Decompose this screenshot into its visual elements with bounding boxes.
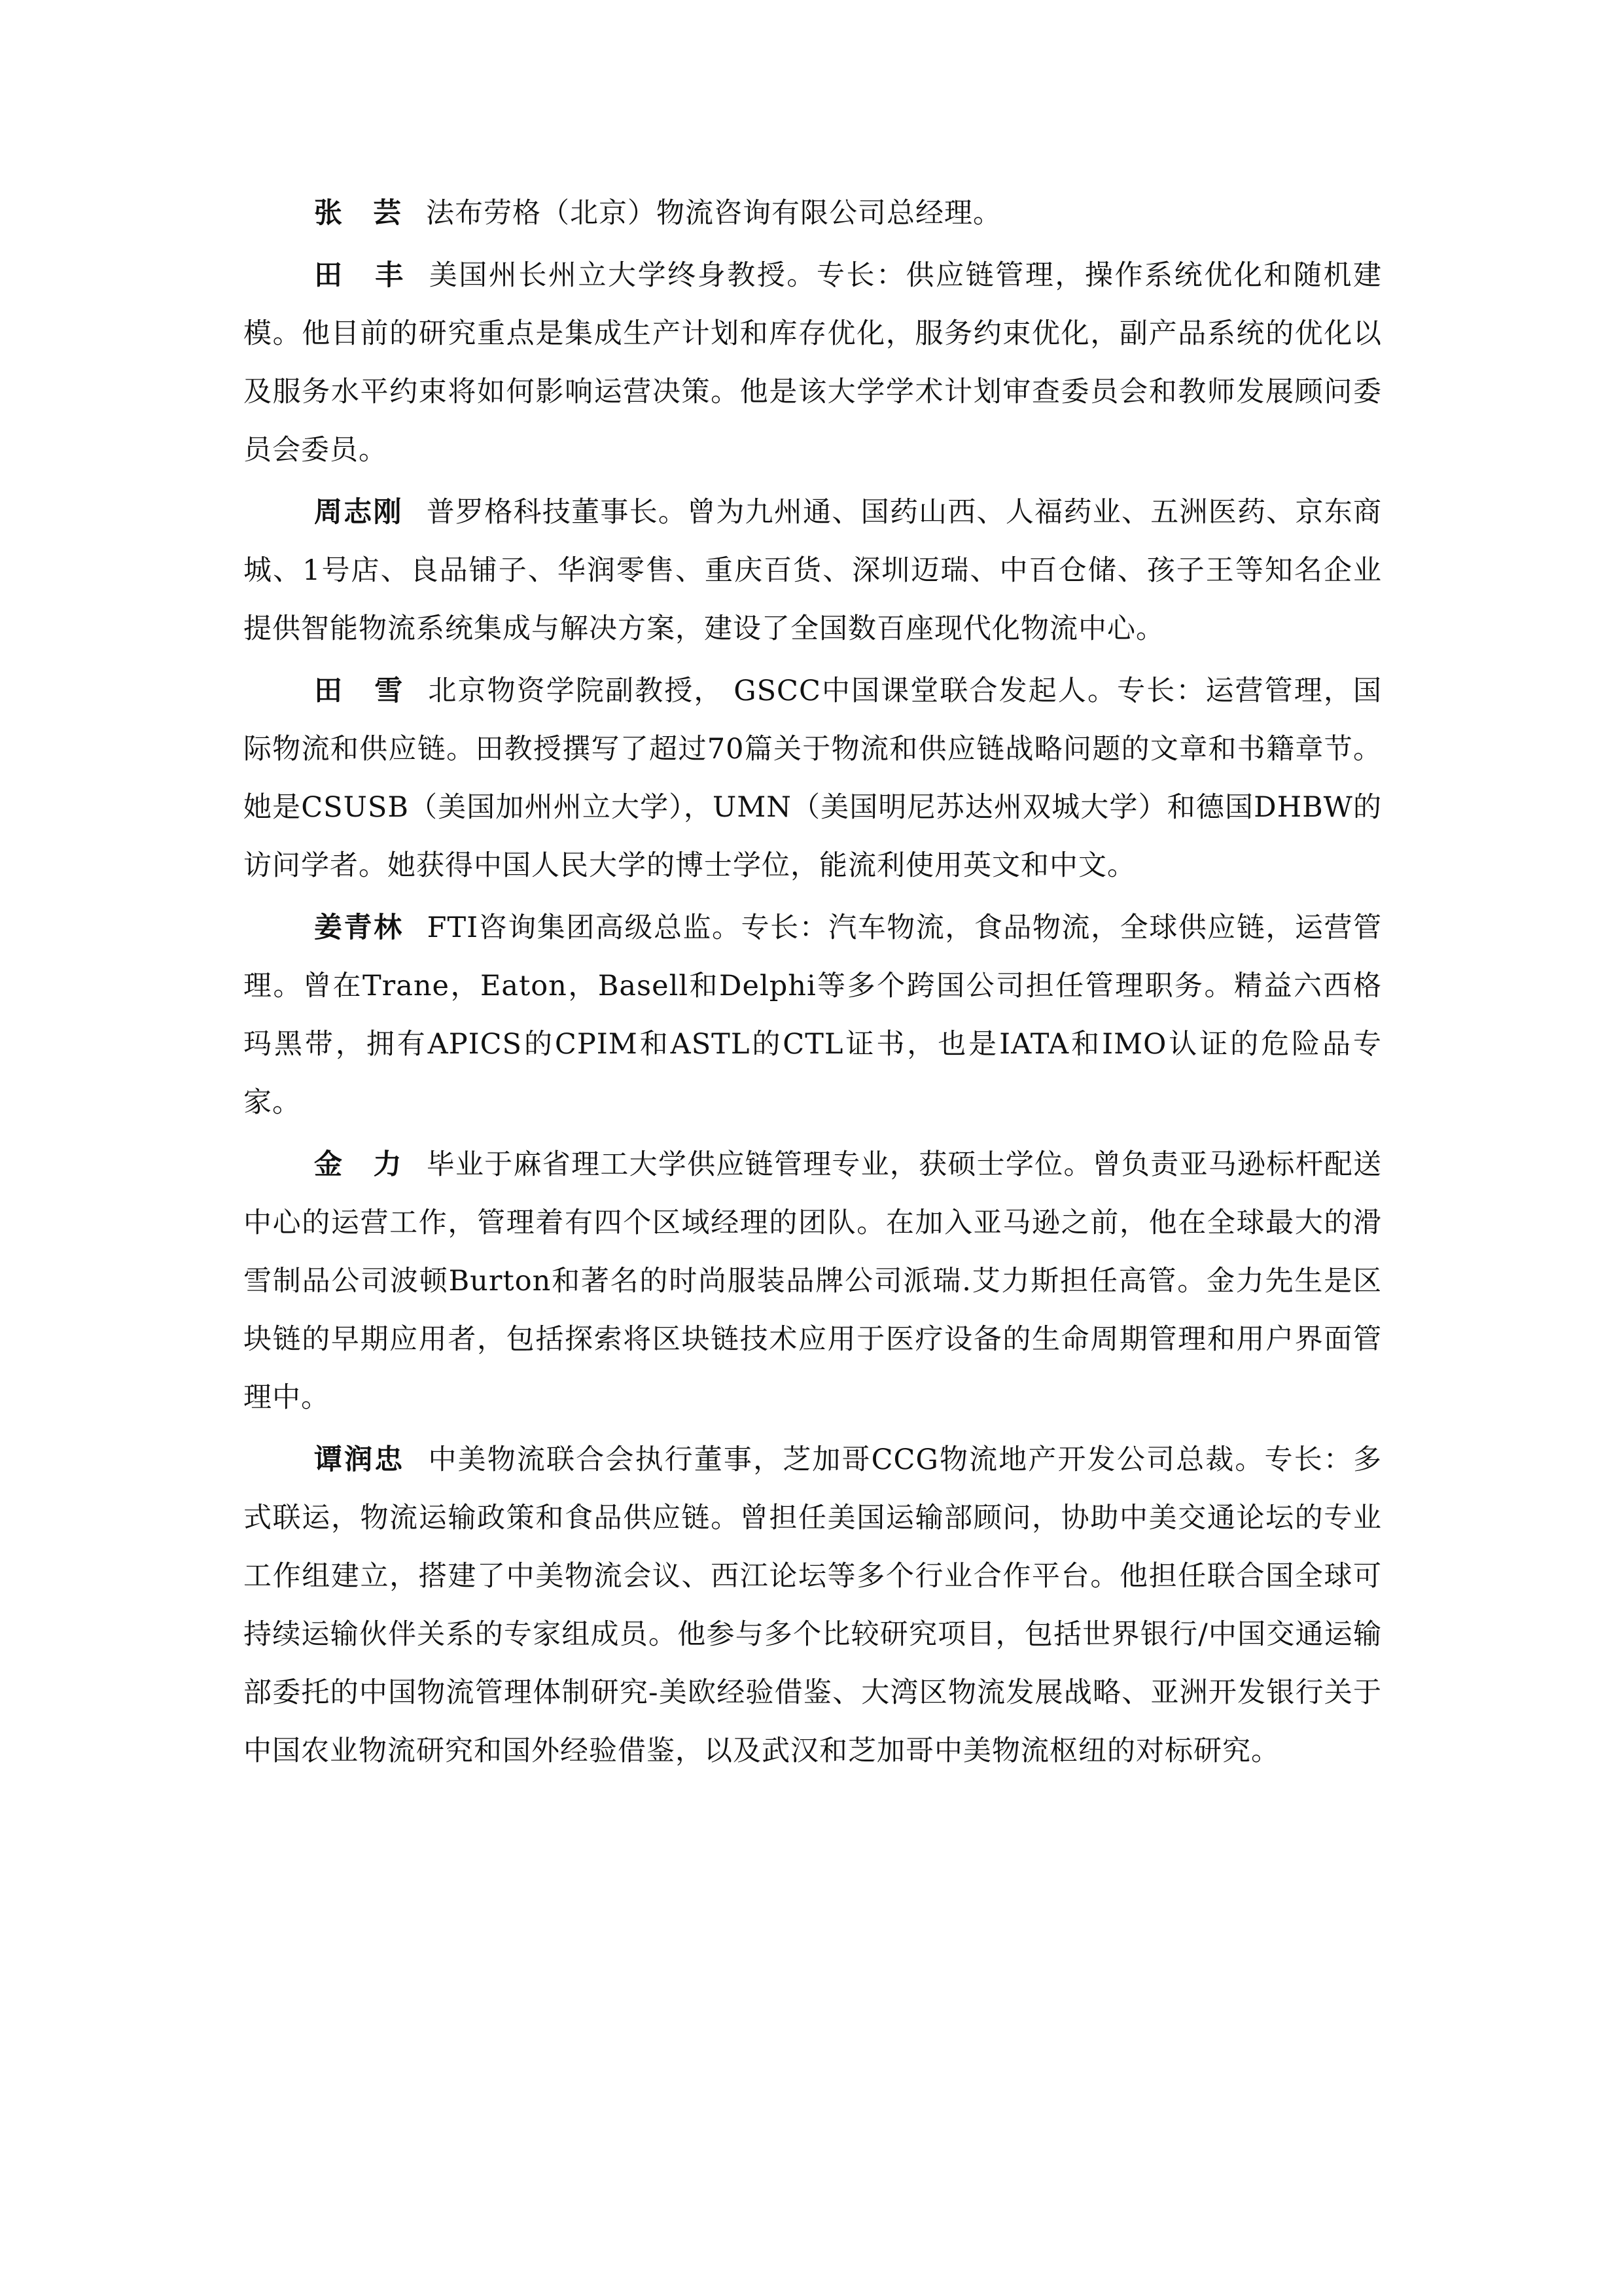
person-bio: 毕业于麻省理工大学供应链管理专业，获硕士学位。曾负责亚马逊标杆配送中心的运营工作，管理着有四个区域经理的团队。在加入亚马逊之前，他在全球最大的滑雪制品公司波顿Burton和著名的时尚服装品牌公司派瑞.艾力斯担任高管。金力先生是区块链的早期应用者，包括探索将区块链技术应用于医疗设备的生命周期管理和用户界面管理中。 bbox=[243, 1148, 1383, 1414]
person-bio: 普罗格科技董事长。曾为九州通、国药山西、人福药业、五洲医药、京东商城、1号店、良品铺子、华润零售、重庆百货、深圳迈瑞、中百仓储、孩子王等知名企业提供智能物流系统集成与解决方案，建设了全国数百座现代化物流中心。 bbox=[243, 496, 1383, 645]
person-name: 姜青林 bbox=[314, 911, 404, 944]
person-name: 金 力 bbox=[314, 1148, 403, 1181]
bio-entry-tan-runzhong bbox=[243, 1431, 1382, 1780]
person-name: 张 芸 bbox=[314, 197, 402, 230]
person-bio: 北京物资学院副教授， GSCC中国课堂联合发起人。专长：运营管理，国际物流和供应链。田教授撰写了超过70篇关于物流和供应链战略问题的文章和书籍章节。她是CSUSB（美国加州州立大学），UMN（美国明尼苏达州双城大学）和德国DHBW的访问学者。她获得中国人民大学的博士学位，能流利使用英文和中文。 bbox=[243, 675, 1383, 882]
bio-entry-zhou-zhigang bbox=[243, 484, 1382, 658]
person-name: 田 雪 bbox=[314, 675, 405, 707]
person-bio: 法布劳格（北京）物流咨询有限公司总经理。 bbox=[426, 197, 1002, 230]
bio-entry-zhang-yun bbox=[243, 185, 1382, 243]
person-bio: 中美物流联合会执行董事，芝加哥CCG物流地产开发公司总裁。专长：多式联运，物流运输政策和食品供应链。曾担任美国运输部顾问，协助中美交通论坛的专业工作组建立，搭建了中美物流会议、西江论坛等多个行业合作平台。他担任联合国全球可持续运输伙伴关系的专家组成员。他参与多个比较研究项目，包括世界银行/中国交通运输部委托的中国物流管理体制研究-美欧经验借鉴、大湾区物流发展战略、亚洲开发银行关于中国农业物流研究和国外经验借鉴，以及武汉和芝加哥中美物流枢纽的对标研究。 bbox=[243, 1443, 1383, 1767]
person-bio: 美国州长州立大学终身教授。专长：供应链管理，操作系统优化和随机建模。他目前的研究重点是集成生产计划和库存优化，服务约束优化，副产品系统的优化以及服务水平约束将如何影响运营决策。他是该大学学术计划审查委员会和教师发展顾问委员会委员。 bbox=[243, 259, 1383, 467]
person-name: 周志刚 bbox=[314, 496, 403, 529]
bio-entry-jin-li bbox=[243, 1136, 1382, 1427]
document-page bbox=[243, 185, 1382, 1784]
person-name: 谭润忠 bbox=[314, 1443, 405, 1476]
bio-entry-jiang-qinglin bbox=[243, 899, 1382, 1132]
person-bio: FTI咨询集团高级总监。专长：汽车物流，食品物流，全球供应链，运营管理。曾在Trane，Eaton，Basell和Delphi等多个跨国公司担任管理职务。精益六西格玛黑带，拥有APICS的CPIM和ASTL的CTL证书，也是IATA和IMO认证的危险品专家。 bbox=[243, 911, 1382, 1119]
bio-entry-tian-feng bbox=[243, 247, 1382, 480]
person-name: 田 丰 bbox=[314, 259, 406, 292]
bio-entry-tian-xue bbox=[243, 662, 1382, 895]
